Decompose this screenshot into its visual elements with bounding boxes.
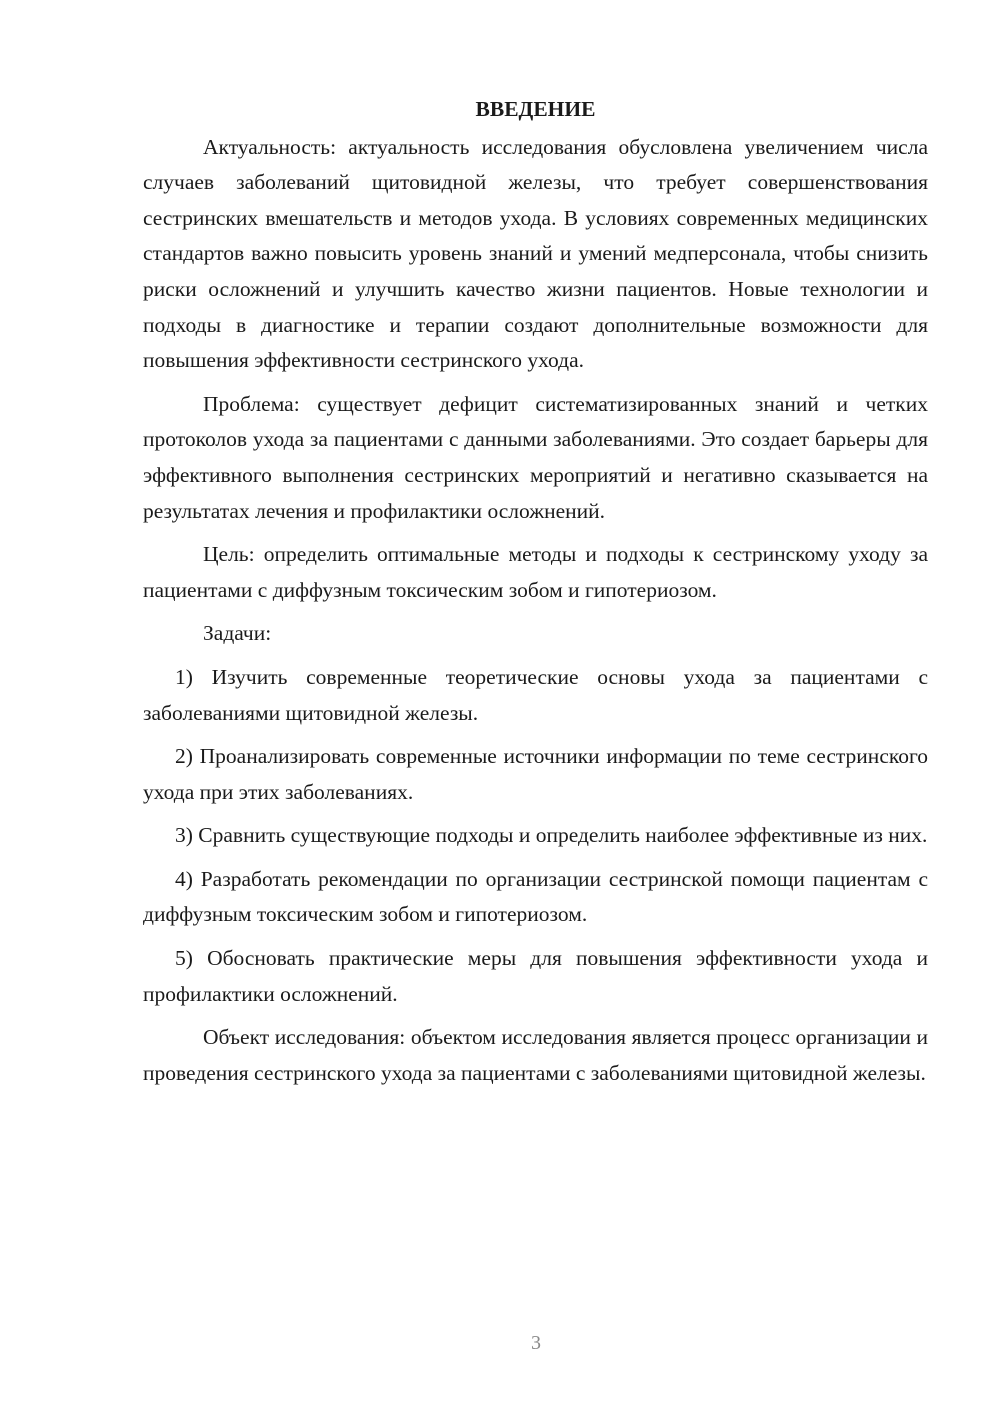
task-item: 1) Изучить современные теоретические основы ухода за пациентами с заболеваниями щитовидной железы.	[143, 664, 928, 725]
relevance-paragraph: Актуальность: актуальность исследования обусловлена увеличением числа случаев заболеваний щитовидной железы, что требует совершенствования сестринских вмешательств и методов ухода. В условиях современных медицинских стандартов важно повысить уровень знаний и умений медперсонала, чтобы снизить риски осложнений и улучшить качество жизни пациентов. Новые технологии и подходы в диагностике и терапии создают дополнительные возможности для повышения эффективности сестринского ухода.	[143, 134, 928, 373]
problem-paragraph: Проблема: существует дефицит систематизированных знаний и четких протоколов ухода за пациентами с данными заболеваниями. Это создает барьеры для эффективного выполнения сестринских мероприятий и негативно сказывается на результатах лечения и профилактики осложнений.	[143, 391, 928, 523]
object-paragraph: Объект исследования: объектом исследования является процесс организации и проведения сестринского ухода за пациентами с заболеваниями щитовидной железы.	[143, 1025, 928, 1085]
tasks-label: Задачи:	[203, 621, 272, 646]
task-item: 4) Разработать рекомендации по организации сестринской помощи пациентам с диффузным токсическим зобом и гипотериозом.	[143, 866, 928, 927]
page-number: 3	[531, 1332, 541, 1354]
page-content	[143, 92, 928, 1099]
task-item: 5) Обосновать практические меры для повышения эффективности ухода и профилактики осложнений.	[143, 946, 928, 1006]
goal-paragraph: Цель: определить оптимальные методы и подходы к сестринскому уходу за пациентами с диффузным токсическим зобом и гипотериозом.	[143, 542, 928, 602]
page-heading: ВВЕДЕНИЕ	[475, 97, 596, 121]
task-item: 3) Сравнить существующие подходы и определить наиболее эффективные из них.	[175, 823, 928, 848]
task-item: 2) Проанализировать современные источники информации по теме сестринского ухода при этих заболеваниях.	[143, 744, 928, 804]
